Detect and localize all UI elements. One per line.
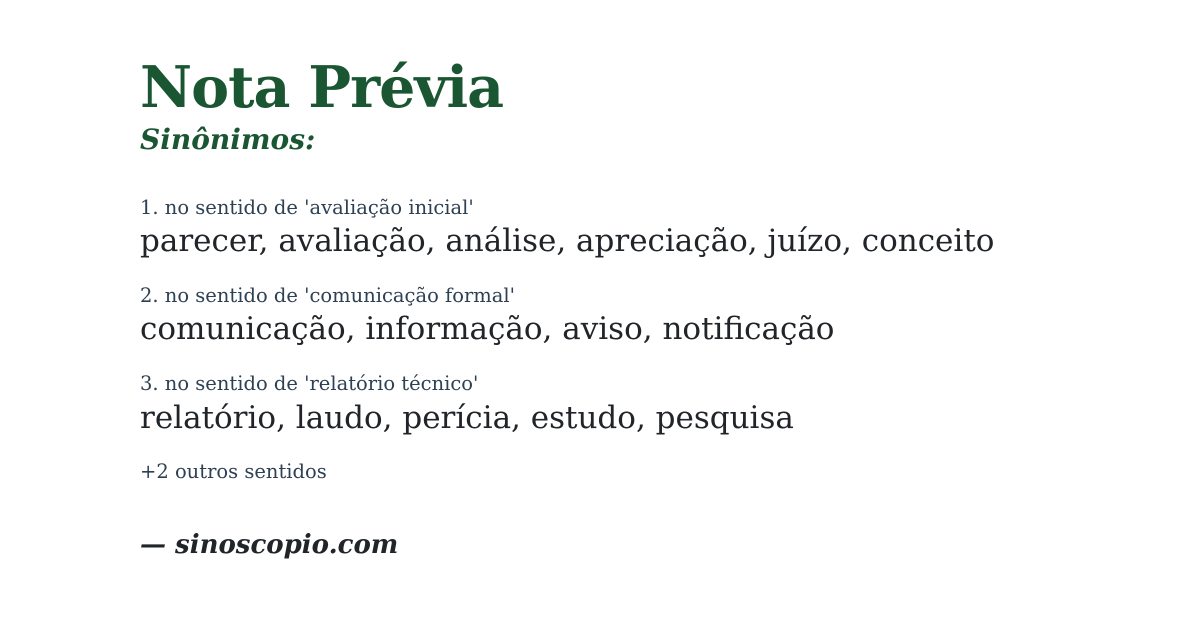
senses-list (140, 196, 1140, 483)
more-senses-note: +2 outros sentidos (140, 460, 327, 484)
sense-label: 2. no sentido de 'comunicação formal' (140, 283, 516, 307)
sense-label: 3. no sentido de 'relatório técnico' (140, 372, 479, 396)
sense-block-3 (140, 372, 1140, 437)
sense-synonyms: parecer, avaliação, análise, apreciação, juízo, conceito (140, 223, 995, 260)
page-title: Nota Prévia (140, 54, 504, 121)
sense-block-1 (140, 196, 1140, 261)
subtitle-synonyms-label: Sinônimos: (140, 122, 316, 156)
card-header (140, 54, 1140, 156)
card-footer (140, 530, 1140, 560)
sense-block-2 (140, 284, 1140, 349)
sense-synonyms: comunicação, informação, aviso, notificação (140, 311, 835, 348)
card-content (140, 54, 1140, 561)
sense-label: 1. no sentido de 'avaliação inicial' (140, 195, 474, 219)
attribution-source: — sinoscopio.com (140, 530, 399, 561)
sense-synonyms: relatório, laudo, perícia, estudo, pesquisa (140, 399, 794, 436)
